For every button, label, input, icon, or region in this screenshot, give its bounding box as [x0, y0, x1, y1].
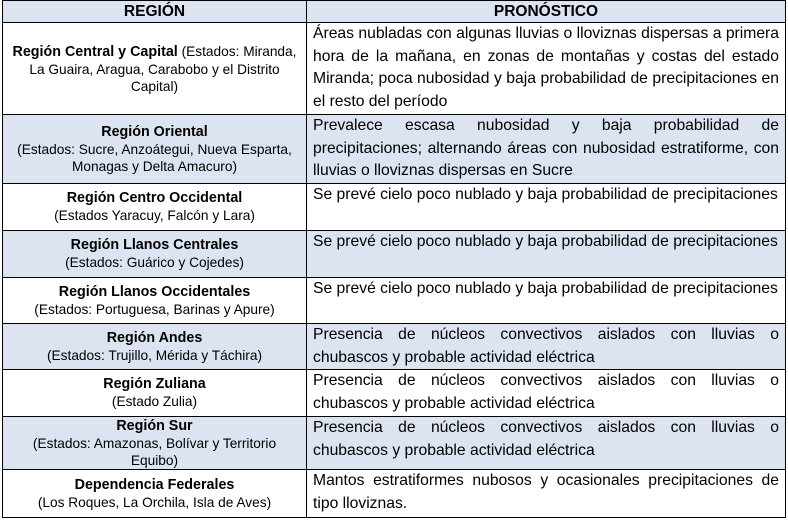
region-states: (Estados: Guárico y Cojedes): [65, 255, 244, 270]
table-row: [3, 470, 786, 518]
region-column-header: REGIÓN: [3, 1, 307, 23]
table-row: [3, 231, 786, 278]
forecast-cell: Áreas nubladas con algunas lluvias o lloviznas dispersas a primera hora de la mañana, en zonas de montañas y costas del estado Miranda; poca nubosidad y baja probabilidad de precipitaciones en el resto del período: [307, 23, 786, 115]
forecast-cell: Presencia de núcleos convectivos aislados con lluvias o chubascos y probable actividad eléctrica: [307, 417, 786, 470]
region-name: Dependencia Federales: [74, 476, 235, 493]
table-body: [3, 23, 786, 518]
table-row: [3, 184, 786, 231]
region-cell: [3, 115, 307, 184]
forecast-table: [2, 0, 786, 518]
region-states: (Estado Zulia): [111, 394, 198, 409]
region-states: (Estados: Portuguesa, Barinas y Apure): [34, 301, 275, 317]
region-name: Región Andes: [106, 329, 203, 346]
region-name: Región Central y Capital: [12, 43, 178, 60]
region-cell: [3, 470, 307, 518]
region-name: Región Zuliana: [103, 376, 206, 392]
table-row: [3, 370, 786, 417]
table-row: [3, 278, 786, 324]
forecast-cell: Presencia de núcleos convectivos aislados con lluvias o chubascos y probable actividad eléctrica: [307, 370, 786, 417]
table-row: [3, 324, 786, 370]
forecast-cell: Se prevé cielo poco nublado y baja probabilidad de precipitaciones: [307, 184, 786, 231]
table-row: [3, 115, 786, 184]
region-name: Región Llanos Centrales: [70, 237, 239, 253]
region-states: (Estados: Sucre, Anzoátegui, Nueva Esparta, Monagas y Delta Amacuro): [17, 141, 292, 174]
forecast-cell: Mantos estratiformes nubosos y ocasionales precipitaciones de tipo lloviznas.: [307, 470, 786, 518]
region-name: Región Oriental: [101, 123, 208, 140]
header-row: [3, 1, 786, 23]
region-states: (Estados: Trujillo, Mérida y Táchira): [46, 347, 263, 363]
region-states: (Estados: Amazonas, Bolívar y Territorio Equibo): [32, 435, 277, 468]
region-states: (Estados: Miranda, La Guaira, Aragua, Carabobo y el Distrito Capital): [29, 43, 297, 94]
region-states: (Estados Yaracuy, Falcón y Lara): [54, 208, 255, 223]
region-cell: [3, 370, 307, 417]
region-states: (Los Roques, La Orchila, Isla de Aves): [37, 494, 272, 510]
region-cell: [3, 231, 307, 278]
region-cell: [3, 184, 307, 231]
forecast-cell: Prevalece escasa nubosidad y baja probabilidad de precipitaciones; alternando áreas con nubosidad estratiforme, con lluvias o lloviznas dispersas en Sucre: [307, 115, 786, 184]
table-header: [3, 1, 786, 23]
forecast-column-header: PRONÓSTICO: [307, 1, 786, 23]
region-cell: [3, 417, 307, 470]
region-name: Región Sur: [116, 417, 193, 434]
table-row: [3, 417, 786, 470]
region-cell: [3, 324, 307, 370]
forecast-cell: Se prevé cielo poco nublado y baja probabilidad de precipitaciones: [307, 231, 786, 278]
table-row: [3, 23, 786, 115]
region-cell: [3, 23, 307, 115]
region-name: Región Centro Occidental: [66, 190, 243, 206]
region-cell: [3, 278, 307, 324]
region-name: Región Llanos Occidentales: [58, 283, 251, 300]
forecast-cell: Se prevé cielo poco nublado y baja probabilidad de precipitaciones: [307, 278, 786, 324]
forecast-cell: Presencia de núcleos convectivos aislados con lluvias o chubascos y probable actividad eléctrica: [307, 324, 786, 370]
